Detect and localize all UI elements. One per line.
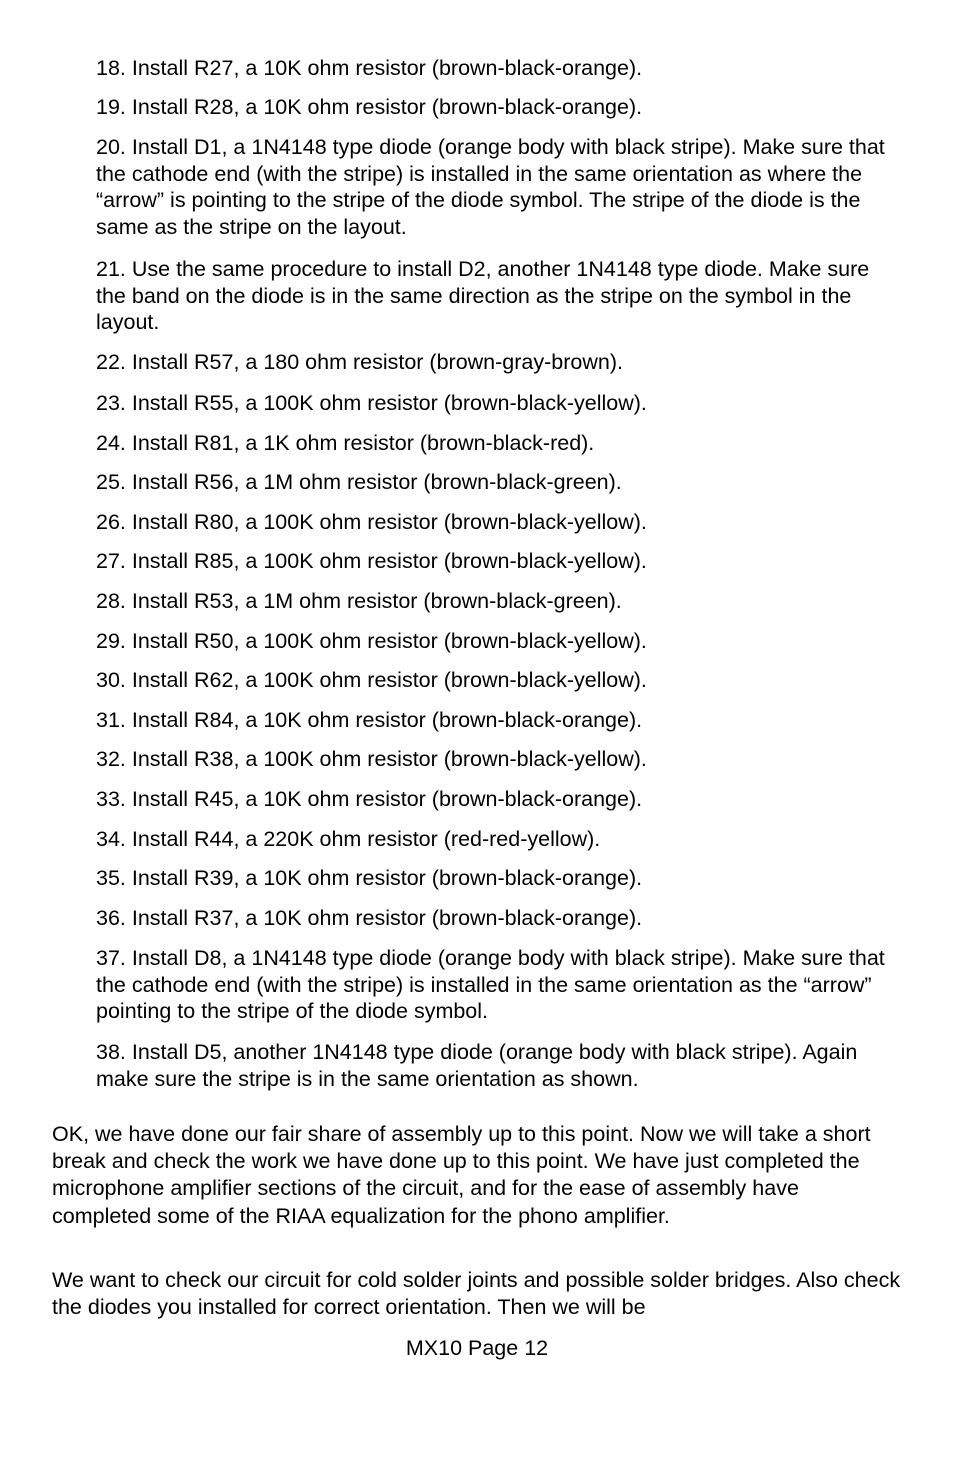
step-24: 24. Install R81, a 1K ohm resistor (brown-black-red). bbox=[96, 431, 595, 455]
step-18: 18. Install R27, a 10K ohm resistor (brown-black-orange). bbox=[96, 56, 643, 80]
step-34: 34. Install R44, a 220K ohm resistor (red-red-yellow). bbox=[96, 827, 601, 851]
step-22: 22. Install R57, a 180 ohm resistor (brown-gray-brown). bbox=[96, 350, 623, 374]
step-23: 23. Install R55, a 100K ohm resistor (brown-black-yellow). bbox=[96, 391, 647, 415]
step-33: 33. Install R45, a 10K ohm resistor (brown-black-orange). bbox=[96, 787, 643, 811]
step-25: 25. Install R56, a 1M ohm resistor (brown-black-green). bbox=[96, 470, 622, 494]
step-29: 29. Install R50, a 100K ohm resistor (brown-black-yellow). bbox=[96, 629, 647, 653]
step-19: 19. Install R28, a 10K ohm resistor (brown-black-orange). bbox=[96, 95, 643, 119]
step-28: 28. Install R53, a 1M ohm resistor (brown-black-green). bbox=[96, 589, 622, 613]
step-21: 21. Use the same procedure to install D2, another 1N4148 type diode. Make sure the band on the diode is in the same direction as the stripe on the symbol in the layout. bbox=[96, 257, 870, 335]
step-26: 26. Install R80, a 100K ohm resistor (brown-black-yellow). bbox=[96, 510, 647, 534]
step-35: 35. Install R39, a 10K ohm resistor (brown-black-orange). bbox=[96, 866, 643, 890]
step-31: 31. Install R84, a 10K ohm resistor (brown-black-orange). bbox=[96, 708, 643, 732]
step-36: 36. Install R37, a 10K ohm resistor (brown-black-orange). bbox=[96, 906, 643, 930]
step-32: 32. Install R38, a 100K ohm resistor (brown-black-yellow). bbox=[96, 747, 647, 771]
step-37: 37. Install D8, a 1N4148 type diode (orange body with black stripe). Make sure that the cathode end (with the stripe) is installed in the same orientation as the “arrow” pointing to the stripe of the diode symbol. bbox=[96, 946, 885, 1024]
step-20: 20. Install D1, a 1N4148 type diode (orange body with black stripe). Make sure that the cathode end (with the stripe) is installed in the same orientation as where the “arrow” is pointing to the stripe of the diode symbol. The stripe of the diode is the same as the stripe on the layout. bbox=[96, 135, 885, 239]
step-38: 38. Install D5, another 1N4148 type diode (orange body with black stripe). Again make sure the stripe is in the same orientation as shown. bbox=[96, 1040, 858, 1091]
page-number: MX10 Page 12 bbox=[405, 1336, 549, 1360]
summary-paragraph: OK, we have done our fair share of assembly up to this point. Now we will take a short break and check the work we have done up to this point. We have just completed the microphone amplifier sections of the circuit, and for the ease of assembly have completed some of the RIAA equalization for the phono amplifier. bbox=[52, 1122, 871, 1228]
step-27: 27. Install R85, a 100K ohm resistor (brown-black-yellow). bbox=[96, 549, 647, 573]
step-30: 30. Install R62, a 100K ohm resistor (brown-black-yellow). bbox=[96, 668, 647, 692]
check-paragraph: We want to check our circuit for cold solder joints and possible solder bridges. Also check the diodes you installed for correct orientation. Then we will be bbox=[52, 1268, 901, 1320]
